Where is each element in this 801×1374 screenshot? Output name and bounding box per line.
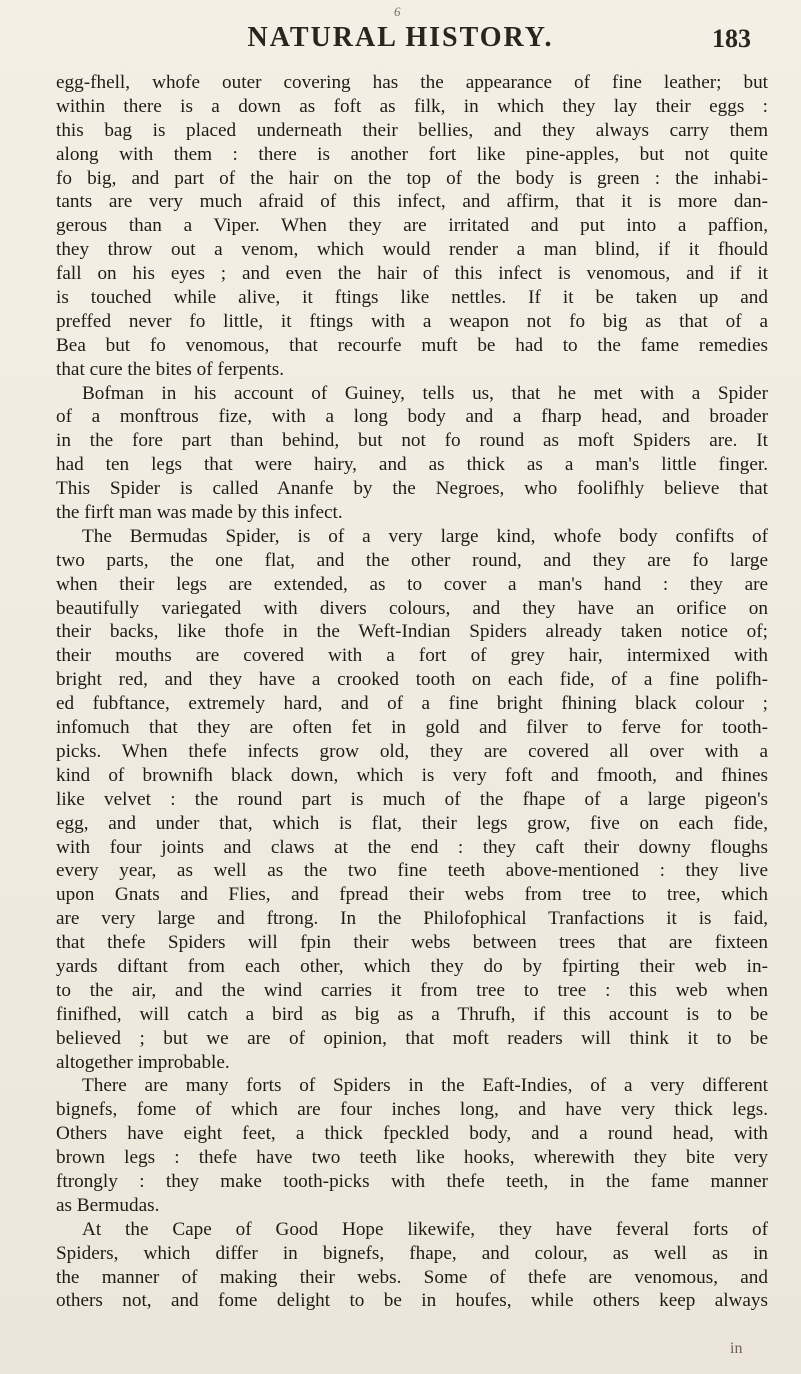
- text-line: gerous than a Viper. When they are irritated and put into a paffion,: [56, 215, 768, 237]
- text-line: that cure the bites of ferpents.: [56, 358, 285, 380]
- text-line: preffed never fo little, it ftings with a weapon not fo big as that of a: [56, 310, 768, 332]
- text-line: like velvet : the round part is much of the fhape of a large pigeon's: [56, 788, 768, 810]
- text-line: picks. When thefe infects grow old, they are covered all over with a: [56, 740, 768, 762]
- body-text: [56, 71, 768, 1313]
- text-line: the manner of making their webs. Some of thefe are venomous, and: [56, 1266, 768, 1288]
- text-line: egg, and under that, which is flat, their legs grow, five on each fide,: [56, 812, 768, 834]
- text-line: bignefs, fome of which are four inches long, and have very thick legs.: [56, 1099, 768, 1121]
- running-head: NATURAL HISTORY.: [247, 22, 554, 53]
- text-line: ftrongly : they make tooth-picks with thefe teeth, in the fame manner: [56, 1170, 768, 1192]
- text-line: their mouths are covered with a fort of grey hair, intermixed with: [56, 645, 768, 667]
- text-line: Bofman in his account of Guiney, tells us, that he met with a Spider: [82, 382, 768, 404]
- text-line: every year, as well as the two fine teeth above-mentioned : they live: [56, 860, 768, 882]
- text-line: they throw out a venom, which would render a man blind, if it fhould: [56, 239, 768, 261]
- text-line: that thefe Spiders will fpin their webs between trees that are fixteen: [56, 932, 768, 954]
- text-line: upon Gnats and Flies, and fpread their webs from tree to tree, which: [56, 884, 768, 906]
- text-line: fo big, and part of the hair on the top of the body is green : the inhabi-: [56, 167, 768, 189]
- page-header: [0, 0, 801, 70]
- top-mark: 6: [394, 4, 401, 19]
- text-line: At the Cape of Good Hope likewife, they have feveral forts of: [82, 1218, 768, 1240]
- text-line: is touched while alive, it ftings like nettles. If it be taken up and: [56, 287, 768, 309]
- text-line: Others have eight feet, a thick fpeckled body, and a round head, with: [56, 1123, 768, 1145]
- text-line: Bea but fo venomous, that recourfe muft be had to the fame remedies: [56, 334, 768, 356]
- text-line: beautifully variegated with divers colours, and they have an orifice on: [56, 597, 768, 619]
- text-line: There are many forts of Spiders in the Eaft-Indies, of a very different: [82, 1075, 768, 1097]
- text-line: egg-fhell, whofe outer covering has the appearance of fine leather; but: [56, 72, 768, 93]
- text-line: infomuch that they are often fet in gold and filver to ferve for tooth-: [56, 717, 768, 739]
- text-line: in the fore part than behind, but not fo round as moft Spiders are. It: [56, 430, 768, 452]
- text-line: as Bermudas.: [56, 1194, 160, 1216]
- text-line: within there is a down as foft as filk, in which they lay their eggs :: [56, 95, 768, 117]
- catchword: in: [730, 1340, 743, 1357]
- text-line: the firft man was made by this infect.: [56, 502, 343, 524]
- text-line: This Spider is called Ananfe by the Negroes, who foolifhly believe that: [56, 478, 768, 500]
- text-line: others not, and fome delight to be in houfes, while others keep always: [56, 1290, 768, 1312]
- text-line: bright red, and they have a crooked tooth on each fide, of a fine polifh-: [56, 669, 768, 691]
- text-line: are very large and ftrong. In the Philofophical Tranfactions it is faid,: [56, 908, 768, 930]
- text-line: Spiders, which differ in bignefs, fhape, and colour, as well as in: [56, 1242, 768, 1264]
- text-line: ed fubftance, extremely hard, and of a fine bright fhining black colour ;: [56, 693, 768, 715]
- text-line: with four joints and claws at the end : they caft their downy floughs: [56, 836, 768, 858]
- text-line: The Bermudas Spider, is of a very large kind, whofe body confifts of: [82, 525, 768, 547]
- text-line: brown legs : thefe have two teeth like hooks, wherewith they bite very: [56, 1147, 768, 1169]
- text-line: finifhed, will catch a bird as big as a Thrufh, if this account is to be: [56, 1003, 768, 1025]
- text-line: tants are very much afraid of this infect, and affirm, that it is more dan-: [56, 191, 768, 213]
- text-line: yards diftant from each other, which they do by fpirting their web in-: [56, 955, 768, 977]
- text-line: kind of brownifh black down, which is very foft and fmooth, and fhines: [56, 764, 768, 786]
- text-line: altogether improbable.: [56, 1051, 230, 1073]
- page-number: 183: [712, 24, 751, 53]
- text-line: had ten legs that were hairy, and as thick as a man's little finger.: [56, 454, 768, 476]
- text-line: to the air, and the wind carries it from tree to tree : this web when: [56, 979, 768, 1001]
- text-line: two parts, the one flat, and the other round, and they are fo large: [56, 549, 768, 571]
- text-line: of a monftrous fize, with a long body and a fharp head, and broader: [56, 406, 768, 428]
- text-line: fall on his eyes ; and even the hair of this infect is venomous, and if it: [56, 263, 768, 285]
- text-line: along with them : there is another fort like pine-apples, but not quite: [56, 143, 768, 165]
- text-line: this bag is placed underneath their bellies, and they always carry them: [56, 119, 768, 141]
- text-line: believed ; but we are of opinion, that moft readers will think it to be: [56, 1027, 768, 1049]
- text-line: when their legs are extended, as to cover a man's hand : they are: [56, 573, 768, 595]
- text-line: their backs, like thofe in the Weft-Indian Spiders already taken notice of;: [56, 621, 768, 643]
